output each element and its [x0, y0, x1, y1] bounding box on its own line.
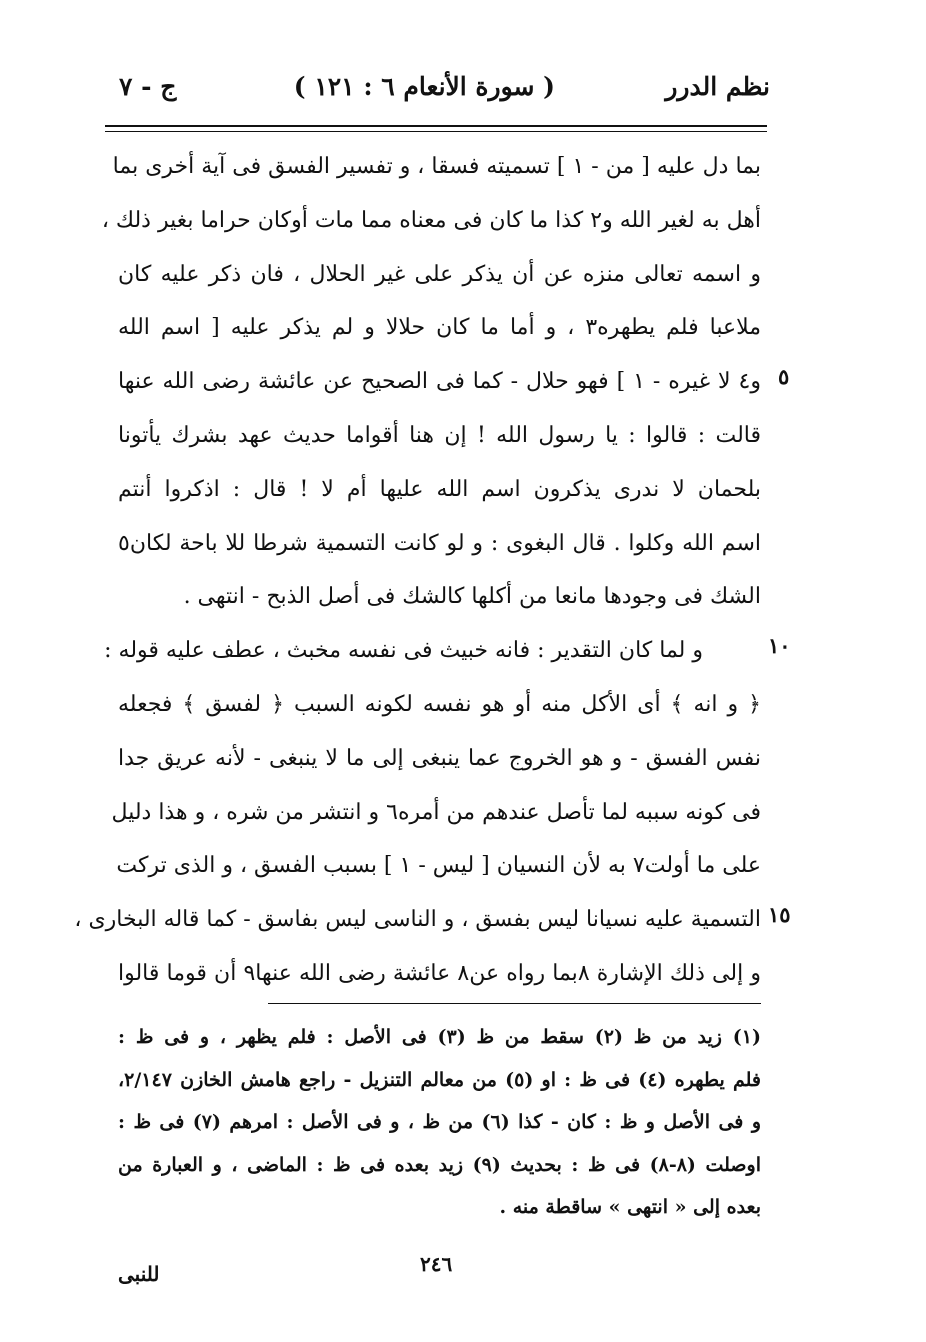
text-line: قالت : قالوا : يا رسول الله ! إن هنا أقواما حديث عهد بشرك يأتونا	[118, 422, 761, 448]
text-line: بلحمان لا ندرى يذكرون اسم الله عليها أم لا ! قال : اذكروا أنتم	[118, 476, 761, 502]
book-title: نظم الدرر	[665, 72, 770, 101]
catchword: للنبى	[118, 1262, 160, 1286]
text-line: اسم الله وكلوا . قال البغوى : و لو كانت التسمية شرطا للا باحة لكان٥	[118, 530, 761, 556]
line-number-10: ١٠	[768, 633, 791, 658]
footnote-line: و فى الأصل و ظ : كان - كذا (٦) من ظ ، و فى الأصل : امرهم (٧) فى ظ :	[118, 1111, 761, 1133]
footnote-line: (١) زيد من ظ (٢) سقط من ظ (٣) فى الأصل : فلم يظهر ، و فى ظ :	[118, 1026, 761, 1048]
line-number-15: ١٥	[768, 902, 791, 927]
footnotes	[118, 1016, 761, 1229]
text-line: أهل به لغير الله و٢ كذا ما كان فى معناه مما مات أوكان حراما بغير ذلك ،	[101, 207, 761, 233]
text-line: التسمية عليه نسيانا ليس بفسق ، و الناسى ليس بفاسق - كما قاله البخارى ،	[74, 907, 761, 933]
footnote-line: اوصلت (٨-٨) فى ظ : بحديث (٩) زيد بعده فى ظ : الماضى ، و العبارة من	[118, 1153, 762, 1176]
footnote-rule	[268, 1003, 761, 1004]
volume-number: ج - ٧	[119, 72, 177, 101]
footnote-line: فلم يطهره (٤) فى ظ : او (٥) من معالم التنزيل - راجع هامش الخازن ٢/١٤٧،	[118, 1068, 762, 1091]
main-text	[74, 140, 761, 1001]
text-line: على ما أولت٧ به لأن النسيان [ ليس - ١ ] بسبب الفسق ، و الذى تركت	[116, 853, 761, 879]
text-line: و لما كان التقدير : فانه خبيث فى نفسه مخبث ، عطف عليه قوله :	[104, 638, 703, 664]
text-line: الشك فى وجودها مانعا من أكلها كالشك فى أصل الذبح - انتهى .	[183, 584, 761, 610]
text-line: و٤ لا غيره - ١ ] فهو حلال - كما فى الصحيح عن عائشة رضى الله عنها	[118, 369, 761, 395]
text-line: و اسمه تعالى منزه عن أن يذكر على غير الحلال ، فان ذكر عليه كان	[118, 261, 761, 287]
header-rule	[105, 125, 767, 127]
text-line: ملاعبا فلم يطهره٣ ، و أما ما كان حلالا و لم يذكر عليه [ اسم الله	[118, 315, 761, 341]
line-number-5: ٥	[778, 364, 790, 389]
header-rule-thin	[105, 131, 767, 132]
text-line: بما دل عليه [ من - ١ ] تسميته فسقا ، و تفسير الفسق فى آية أخرى بما	[112, 154, 761, 179]
text-line: فى كونه سببه لما تأصل عندهم من أمره٦ و انتشر من شره ، و هذا دليل	[111, 799, 761, 825]
running-header	[105, 72, 770, 112]
footnote-line: بعده إلى « انتهى » ساقطة منه .	[499, 1196, 761, 1218]
text-line: نفس الفسق - و هو الخروج عما ينبغى إلى ما لا ينبغى - لأنه عريق جدا	[118, 745, 761, 771]
text-line: ﴿ و انه ﴾ أى الأكل منه أو هو نفسه لكونه السبب ﴿ لفسق ﴾ فجعله	[118, 691, 761, 717]
page-number: ٢٤٦	[420, 1252, 453, 1276]
text-line: و إلى ذلك الإشارة ٨بما رواه عن٨ عائشة رضى الله عنها٩ أن قوما قالوا	[118, 960, 761, 986]
surah-reference: ( سورة الأنعام ٦ : ١٢١ )	[293, 72, 555, 101]
